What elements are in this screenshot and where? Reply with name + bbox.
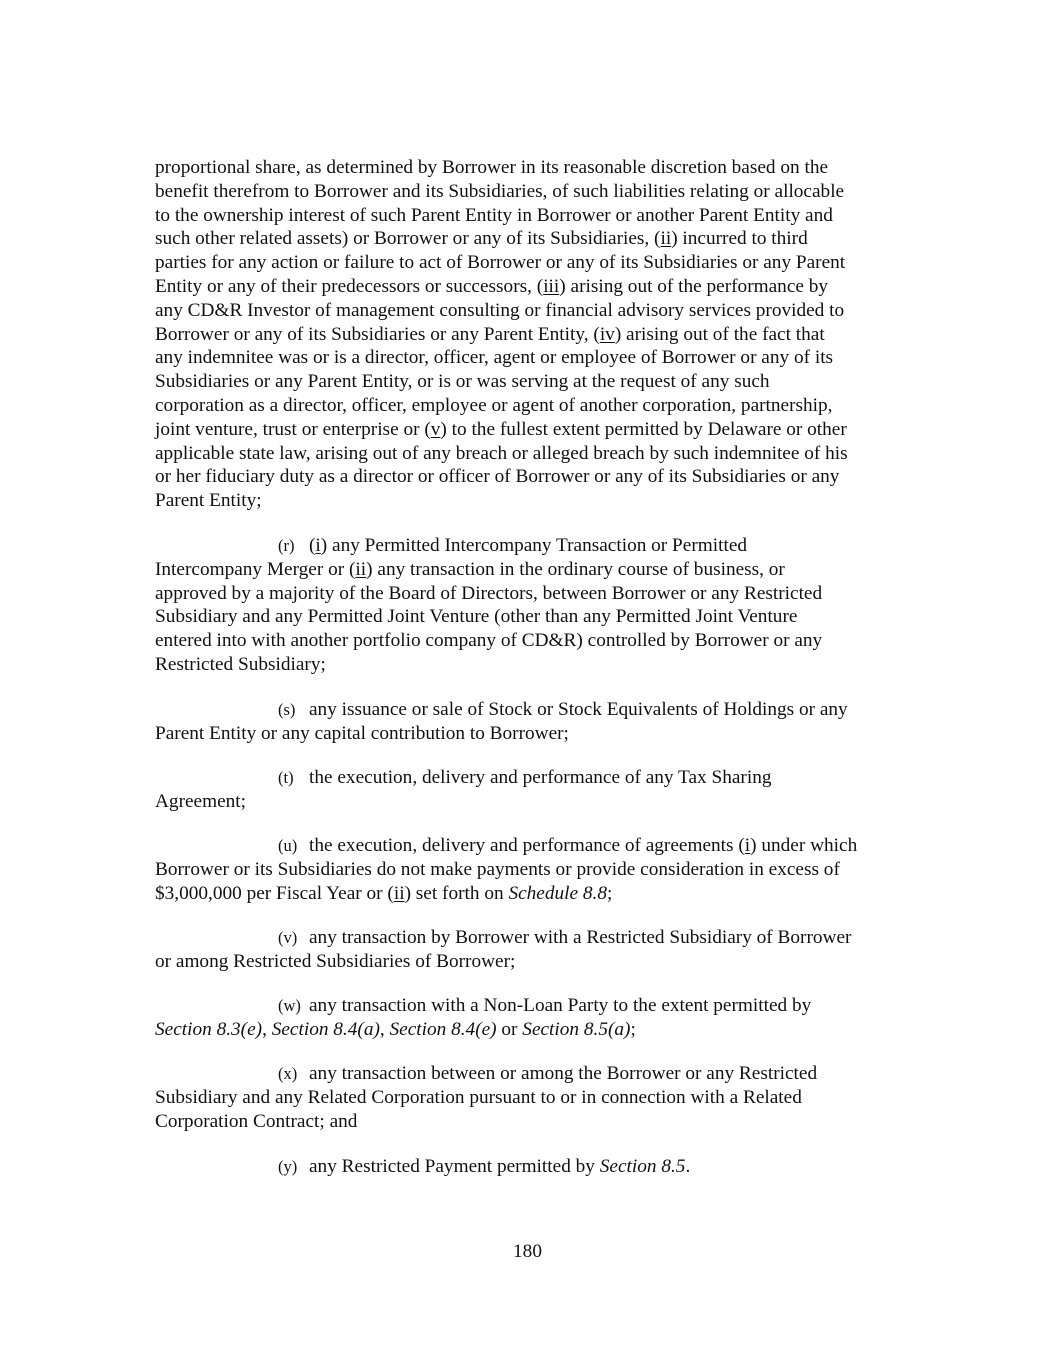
text-line bbox=[155, 1155, 905, 1179]
text-run: ) set forth on bbox=[404, 882, 509, 904]
text-run: . bbox=[685, 1156, 691, 1177]
text-line: or her fiduciary duty as a director or officer of Borrower or any of its Subsidiaries or any bbox=[155, 466, 840, 488]
text-line: any indemnitee was or is a director, officer, agent or employee of Borrower or any of its bbox=[155, 347, 834, 369]
text-line: Subsidiaries or any Parent Entity, or is or was serving at the request of any such bbox=[155, 371, 770, 393]
text-run: ) any Permitted Intercompany Transaction or Permitted bbox=[320, 535, 748, 556]
clause-v bbox=[155, 926, 905, 974]
clause-u bbox=[155, 834, 905, 905]
text-run: the execution, delivery and performance of any Tax Sharing bbox=[309, 767, 772, 788]
roman-numeral: iii bbox=[543, 275, 560, 297]
text-line: Corporation Contract; and bbox=[155, 1110, 358, 1132]
clause-label: (w) bbox=[278, 996, 301, 1015]
roman-numeral: i bbox=[315, 535, 321, 556]
text-line bbox=[155, 275, 905, 299]
clause-y bbox=[155, 1155, 905, 1179]
text-run: ( bbox=[309, 535, 316, 556]
text-run: any transaction with a Non-Loan Party to the extent permitted by bbox=[309, 995, 812, 1016]
clause-r bbox=[155, 534, 905, 677]
text-run: ) any transaction in the ordinary course of business, or bbox=[366, 558, 785, 580]
text-line bbox=[155, 994, 905, 1018]
text-line: any CD&R Investor of management consulting or financial advisory services provided to bbox=[155, 299, 845, 321]
text-line: Borrower or its Subsidiaries do not make payments or provide consideration in excess of bbox=[155, 858, 840, 880]
text-run: Borrower or any of its Subsidiaries or any Parent Entity, ( bbox=[155, 323, 600, 345]
clause-label: (x) bbox=[278, 1064, 298, 1083]
text-line: proportional share, as determined by Borrower in its reasonable discretion based on the bbox=[155, 157, 829, 178]
roman-numeral: ii bbox=[393, 882, 405, 904]
text-line bbox=[155, 1062, 905, 1086]
section-reference: Section 8.4(a) bbox=[271, 1018, 380, 1040]
text-line: benefit therefrom to Borrower and its Subsidiaries, of such liabilities relating or allocable bbox=[155, 180, 845, 202]
text-run: any transaction by Borrower with a Restricted Subsidiary of Borrower bbox=[309, 927, 852, 948]
text-run: joint venture, trust or enterprise or ( bbox=[155, 418, 431, 440]
text-line bbox=[155, 323, 905, 347]
text-line: corporation as a director, officer, employee or agent of another corporation, partnership, bbox=[155, 394, 833, 416]
text-line bbox=[155, 766, 905, 790]
text-run: ; bbox=[630, 1018, 636, 1040]
text-line: Parent Entity or any capital contribution to Borrower; bbox=[155, 722, 569, 744]
clause-s bbox=[155, 698, 905, 746]
text-line: to the ownership interest of such Parent Entity in Borrower or another Parent Entity and bbox=[155, 204, 833, 226]
text-line bbox=[155, 534, 905, 558]
clause-label: (u) bbox=[278, 836, 298, 855]
text-line bbox=[155, 926, 905, 950]
text-line: Restricted Subsidiary; bbox=[155, 653, 326, 675]
clause-label: (v) bbox=[278, 928, 298, 947]
text-run: any transaction between or among the Borrower or any Restricted bbox=[309, 1063, 818, 1084]
section-reference: Section 8.4(e) bbox=[389, 1018, 497, 1040]
text-line: Subsidiary and any Related Corporation pursuant to or in connection with a Related bbox=[155, 1086, 802, 1108]
text-line: or among Restricted Subsidiaries of Borrower; bbox=[155, 950, 516, 972]
text-line: parties for any action or failure to act of Borrower or any of its Subsidiaries or any Parent bbox=[155, 252, 846, 274]
section-reference: Section 8.5 bbox=[599, 1156, 686, 1177]
clause-x bbox=[155, 1062, 905, 1133]
text-run: ; bbox=[606, 882, 613, 904]
clause-label: (s) bbox=[278, 700, 296, 719]
text-line bbox=[155, 227, 905, 251]
text-run: ) arising out of the performance by bbox=[559, 275, 829, 297]
text-run: , bbox=[262, 1018, 272, 1040]
text-run: or bbox=[496, 1018, 523, 1040]
clause-label: (y) bbox=[278, 1157, 298, 1176]
text-run: Intercompany Merger or ( bbox=[155, 558, 356, 580]
text-line bbox=[155, 882, 905, 906]
text-line: entered into with another portfolio company of CD&R) controlled by Borrower or any bbox=[155, 630, 823, 652]
text-run: Entity or any of their predecessors or successors, ( bbox=[155, 275, 544, 297]
roman-numeral: v bbox=[430, 418, 441, 440]
text-run: ) incurred to third bbox=[671, 228, 808, 250]
clause-label: (t) bbox=[278, 768, 294, 787]
text-line bbox=[155, 698, 905, 722]
text-line bbox=[155, 418, 905, 442]
text-run: , bbox=[379, 1018, 390, 1040]
roman-numeral: i bbox=[744, 835, 751, 856]
text-line bbox=[155, 834, 905, 858]
roman-numeral: ii bbox=[660, 228, 672, 250]
text-run: any Restricted Payment permitted by bbox=[309, 1156, 600, 1177]
text-line: approved by a majority of the Board of Directors, between Borrower or any Restricted bbox=[155, 582, 823, 604]
clause-t bbox=[155, 766, 905, 814]
roman-numeral: iv bbox=[599, 323, 615, 345]
clause-w bbox=[155, 994, 905, 1042]
text-line bbox=[155, 1018, 905, 1042]
page-number: 180 bbox=[513, 1241, 542, 1262]
text-line: Agreement; bbox=[155, 790, 247, 812]
text-run: ) arising out of the fact that bbox=[614, 323, 825, 345]
text-run: $3,000,000 per Fiscal Year or ( bbox=[155, 882, 394, 904]
text-run: any issuance or sale of Stock or Stock Equivalents of Holdings or any bbox=[309, 699, 848, 720]
clause-label: (r) bbox=[278, 536, 295, 555]
text-run: the execution, delivery and performance of agreements ( bbox=[309, 835, 745, 856]
section-reference: Section 8.3(e) bbox=[155, 1018, 263, 1040]
section-reference: Section 8.5(a) bbox=[522, 1018, 631, 1040]
text-line bbox=[155, 558, 905, 582]
schedule-reference: Schedule 8.8 bbox=[508, 882, 607, 904]
roman-numeral: ii bbox=[355, 558, 367, 580]
text-run: ) to the fullest extent permitted by Delaware or other bbox=[440, 418, 847, 440]
text-run: such other related assets) or Borrower or any of its Subsidiaries, ( bbox=[155, 228, 661, 250]
text-line: Subsidiary and any Permitted Joint Venture (other than any Permitted Joint Venture bbox=[155, 606, 798, 628]
text-line: applicable state law, arising out of any breach or alleged breach by such indemnitee of his bbox=[155, 442, 848, 464]
clause-q-continuation bbox=[155, 156, 905, 513]
text-line: Parent Entity; bbox=[155, 490, 262, 512]
text-run: ) under which bbox=[750, 835, 858, 856]
